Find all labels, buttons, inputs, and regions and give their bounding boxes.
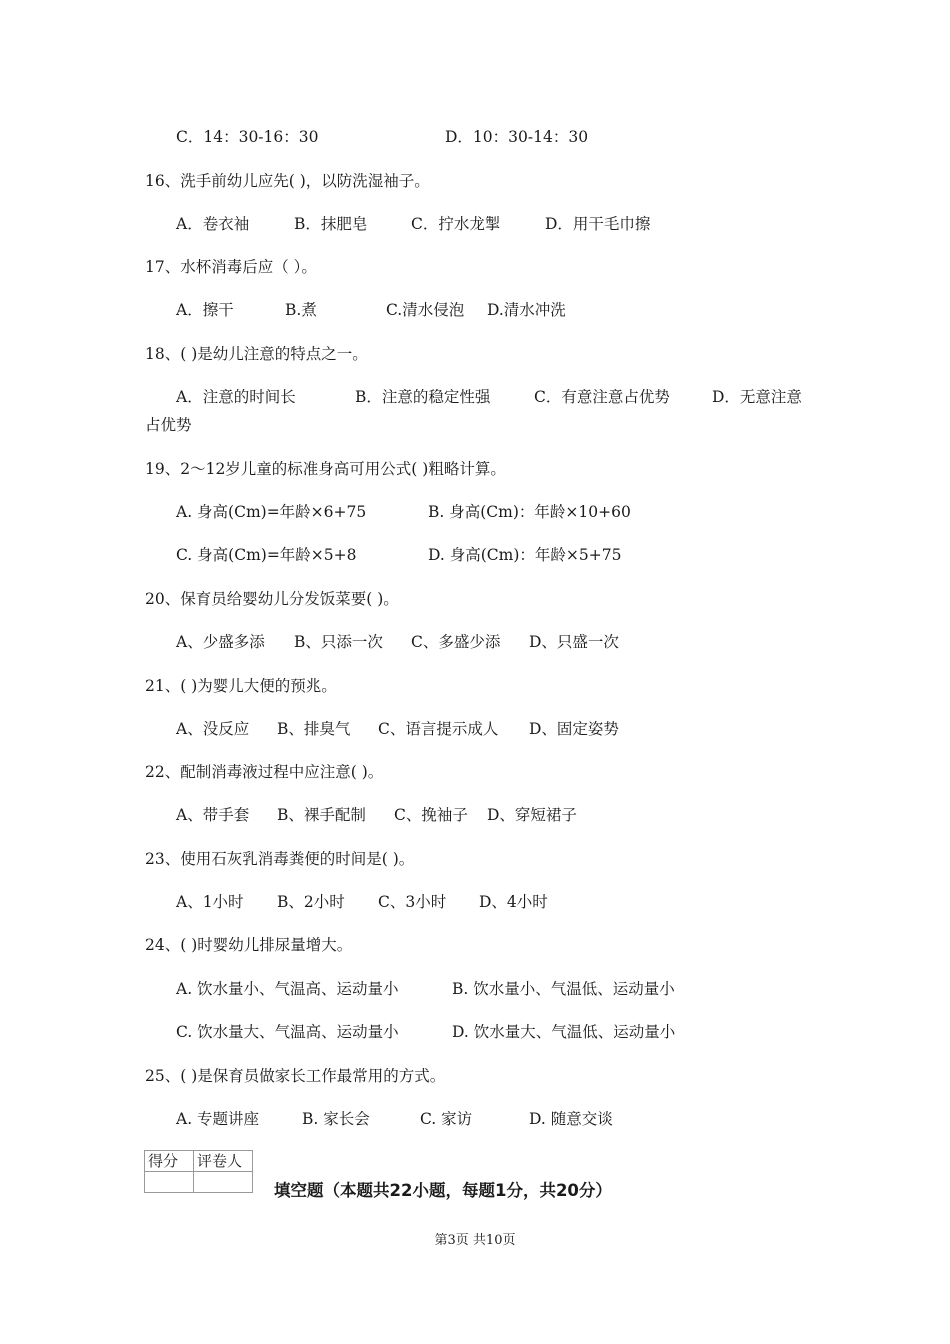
option-d: D.清水冲洗 <box>487 301 566 319</box>
option-b: B. 身高(Cm)：年龄×10+60 <box>428 503 631 521</box>
score-cell <box>145 1172 194 1193</box>
option-d: D、固定姿势 <box>529 720 619 738</box>
option-d: D. 身高(Cm)：年龄×5+75 <box>428 546 622 564</box>
option-c: C.清水侵泡 <box>386 301 465 319</box>
option-b: B. 家长会 <box>302 1110 370 1128</box>
question-23: 23、使用石灰乳消毒粪便的时间是( )。 <box>145 850 415 868</box>
option-a: A、1小时 <box>176 893 244 911</box>
score-header: 得分 <box>145 1151 194 1172</box>
option-d: D、只盛一次 <box>529 633 619 651</box>
option-c: C. 家访 <box>420 1110 473 1128</box>
option-a: A. 专题讲座 <box>176 1110 260 1128</box>
grader-header: 评卷人 <box>194 1151 253 1172</box>
option-b: B．抹肥皂 <box>294 215 368 233</box>
option-c: C．14：30-16：30 <box>176 128 319 146</box>
option-c: C、3小时 <box>378 893 447 911</box>
option-c: C．拧水龙掣 <box>411 215 501 233</box>
option-c: C. 身高(Cm)=年龄×5+8 <box>176 546 357 564</box>
option-b: B、2小时 <box>277 893 345 911</box>
option-c: C．有意注意占优势 <box>534 388 670 406</box>
option-d: D. 饮水量大、气温低、运动量小 <box>452 1023 676 1041</box>
option-b: B、只添一次 <box>294 633 383 651</box>
option-a: A．擦干 <box>176 301 234 319</box>
option-d: D．无意注意 <box>712 388 802 406</box>
option-c: C、挽袖子 <box>394 806 468 824</box>
option-c: C、语言提示成人 <box>378 720 499 738</box>
option-b: B、裸手配制 <box>277 806 366 824</box>
q18-option-d-wrap: 占优势 <box>145 416 192 434</box>
question-17: 17、水杯消毒后应（ ）。 <box>145 258 317 276</box>
option-a: A、少盛多添 <box>176 633 265 651</box>
option-a: A．卷衣袖 <box>176 215 250 233</box>
grader-cell <box>194 1172 253 1193</box>
option-d: D．用干毛巾擦 <box>545 215 651 233</box>
question-16: 16、洗手前幼儿应先( )，以防洗湿袖子。 <box>145 172 430 190</box>
question-20: 20、保育员给婴幼儿分发饭菜要( )。 <box>145 590 399 608</box>
option-d: D. 随意交谈 <box>529 1110 613 1128</box>
option-c: C. 饮水量大、气温高、运动量小 <box>176 1023 399 1041</box>
question-25: 25、( )是保育员做家长工作最常用的方式。 <box>145 1067 446 1085</box>
option-a: A. 饮水量小、气温高、运动量小 <box>176 980 399 998</box>
question-24: 24、( )时婴幼儿排尿量增大。 <box>145 936 353 954</box>
page-footer: 第3页 共10页 <box>434 1233 516 1248</box>
option-a: A. 身高(Cm)=年龄×6+75 <box>176 503 367 521</box>
option-b: B. 饮水量小、气温低、运动量小 <box>452 980 675 998</box>
section-title: 填空题（本题共22小题，每题1分，共20分） <box>274 1181 612 1200</box>
option-d: D．10：30-14：30 <box>445 128 589 146</box>
question-21: 21、( )为婴儿大便的预兆。 <box>145 677 337 695</box>
option-a: A．注意的时间长 <box>176 388 296 406</box>
option-a: A、带手套 <box>176 806 250 824</box>
option-d: D、穿短裙子 <box>487 806 577 824</box>
question-22: 22、配制消毒液过程中应注意( )。 <box>145 763 384 781</box>
option-b: B.煮 <box>285 301 317 319</box>
question-18: 18、( )是幼儿注意的特点之一。 <box>145 345 368 363</box>
option-a: A、没反应 <box>176 720 250 738</box>
score-table <box>144 1150 253 1193</box>
option-c: C、多盛少添 <box>411 633 501 651</box>
option-b: B、排臭气 <box>277 720 351 738</box>
question-19: 19、2～12岁儿童的标准身高可用公式( )粗略计算。 <box>145 460 506 478</box>
option-b: B．注意的稳定性强 <box>355 388 491 406</box>
option-d: D、4小时 <box>479 893 548 911</box>
